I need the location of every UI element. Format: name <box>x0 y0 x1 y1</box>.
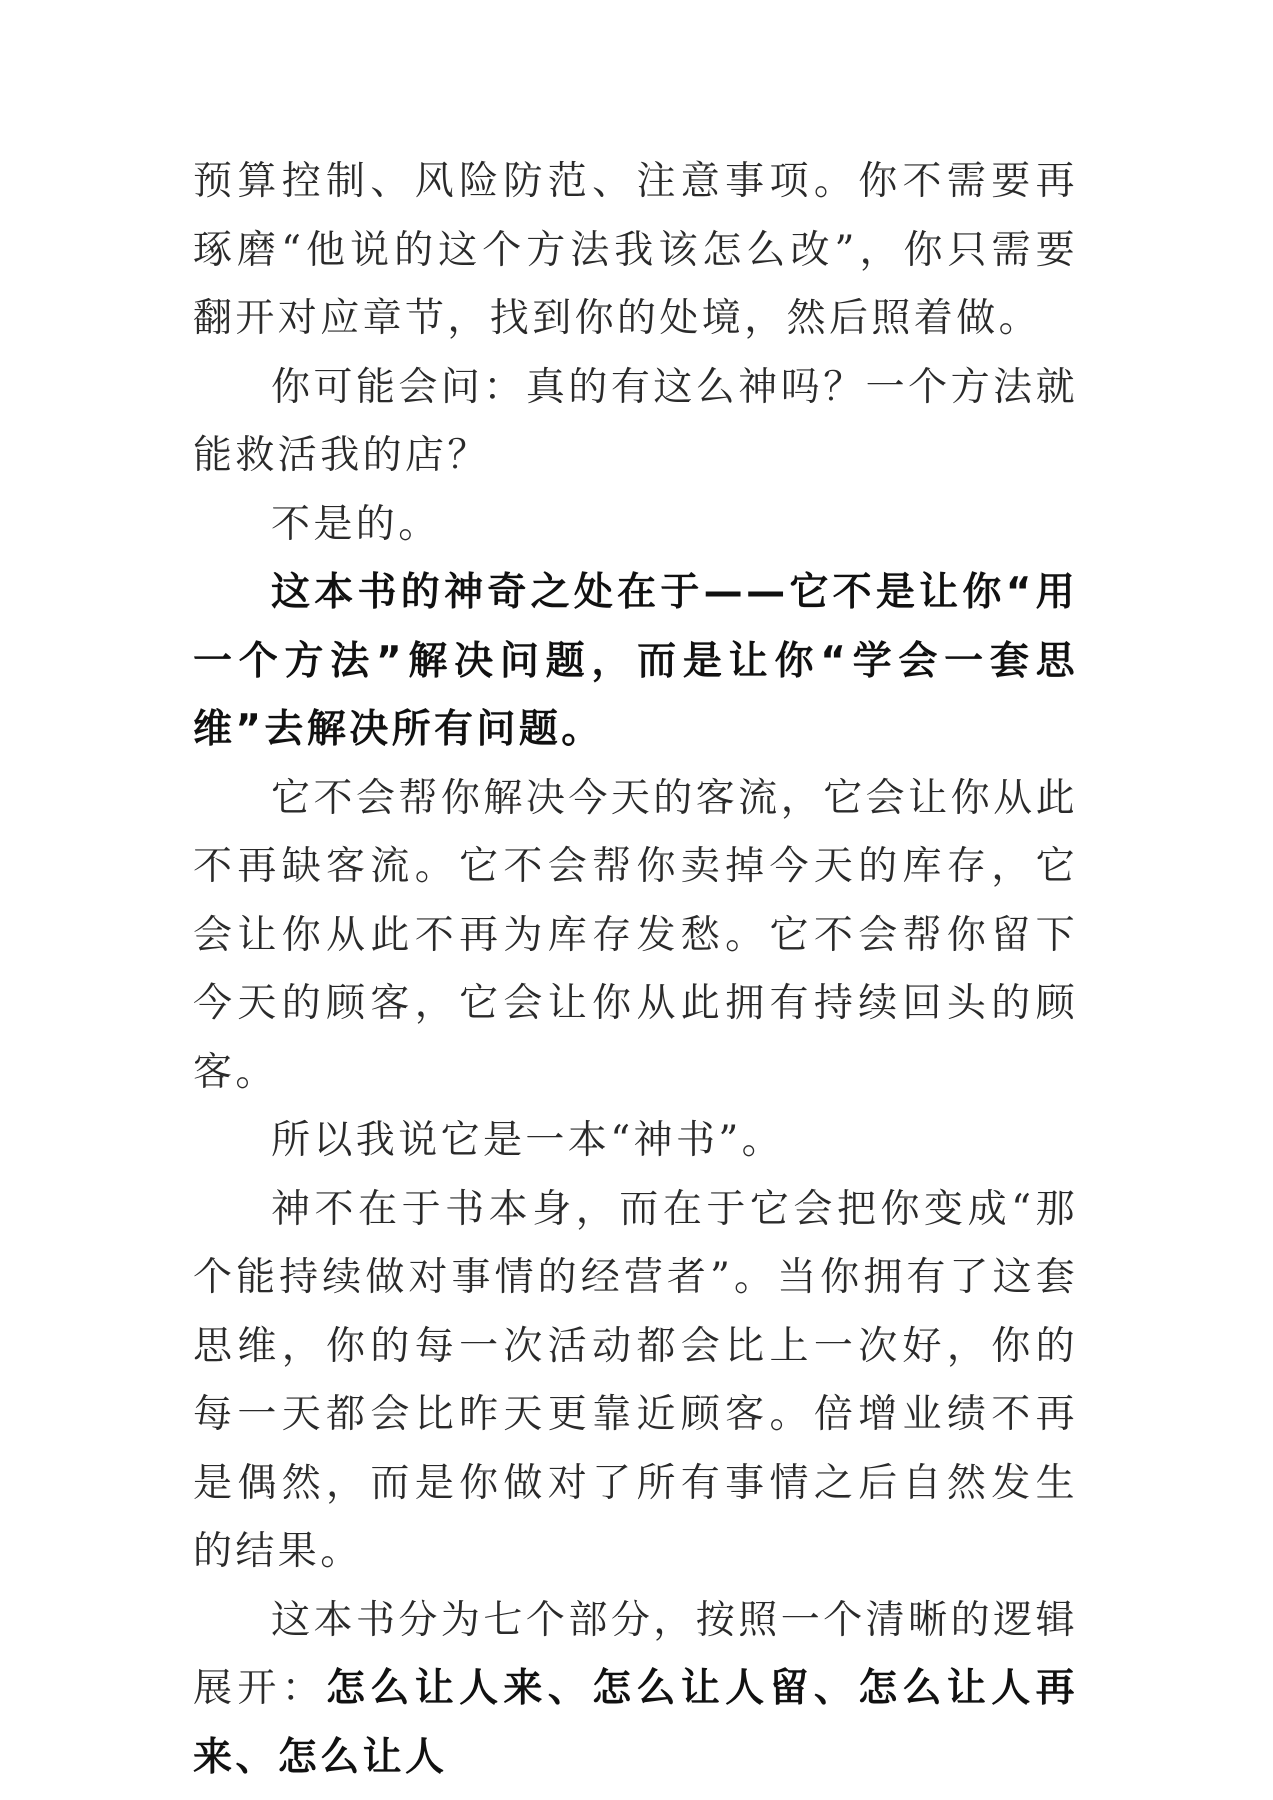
paragraph-8-bold-continuation: 怎么让人来、怎么让人留、怎么让人再来、怎么让人 <box>193 1666 1078 1780</box>
paragraph-8 <box>193 1587 1078 1793</box>
paragraph-5: 它不会帮你解决今天的客流，它会让你从此不再缺客流。它不会帮你卖掉今天的库存，它会让你从此不再为库存发愁。它不会帮你留下今天的顾客，它会让你从此拥有持续回头的顾客。 <box>193 775 1078 1095</box>
paragraph-1: 预算控制、风险防范、注意事项。你不需要再琢磨“他说的这个方法我该怎么改”，你只需要翻开对应章节，找到你的处境，然后照着做。 <box>193 159 1078 341</box>
paragraph-7: 神不在于书本身，而在于它会把你变成“那个能持续做对事情的经营者”。当你拥有了这套思维，你的每一次活动都会比上一次好，你的每一天都会比昨天更靠近顾客。倍增业绩不再是偶然，而是你做对了所有事情之后自然发生的结果。 <box>193 1186 1078 1574</box>
paragraph-2: 你可能会问：真的有这么神吗？一个方法就能救活我的店？ <box>193 364 1078 478</box>
paragraph-8-text: 这本书分为七个部分，按照一个清晰的逻辑展开： <box>193 1597 1078 1711</box>
paragraph-6: 所以我说它是一本“神书”。 <box>271 1118 785 1163</box>
paragraph-3: 不是的。 <box>271 501 441 547</box>
document-page <box>193 148 1078 1792</box>
paragraph-4-bold: 这本书的神奇之处在于——它不是让你“用一个方法”解决问题，而是让你“学会一套思维”去解决所有问题。 <box>193 570 1078 752</box>
